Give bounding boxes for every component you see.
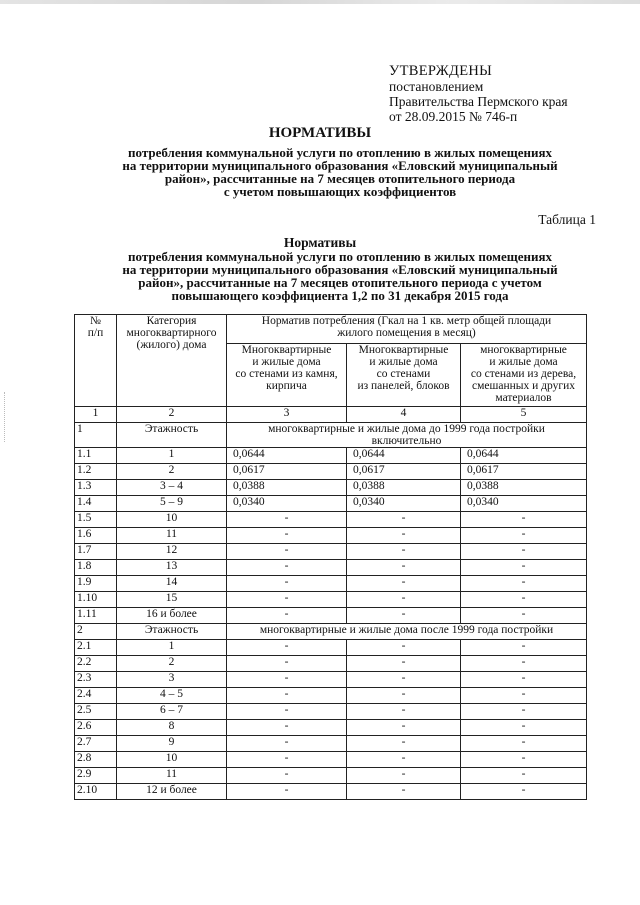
table-row (75, 448, 587, 464)
row-floors: 11 (117, 768, 227, 784)
row-wood: - (461, 736, 587, 752)
row-panel: - (347, 608, 461, 624)
row-wood: - (461, 608, 587, 624)
row-stone: - (227, 768, 347, 784)
row-floors: 12 (117, 544, 227, 560)
row-stone: 0,0644 (227, 448, 347, 464)
document-subtitle (80, 146, 600, 198)
table-row (75, 768, 587, 784)
table-subtitle-line: на территории муниципального образования «Еловский муниципальный (122, 262, 558, 277)
row-num: 1.9 (75, 576, 117, 592)
row-num: 2.6 (75, 720, 117, 736)
table-row (75, 752, 587, 768)
table-row (75, 544, 587, 560)
row-num: 2.2 (75, 656, 117, 672)
table-row (75, 496, 587, 512)
section-note: многоквартирные и жилые дома до 1999 года постройки включительно (227, 423, 587, 448)
row-floors: 2 (117, 464, 227, 480)
row-stone: - (227, 720, 347, 736)
table-subtitle-line: повышающего коэффициента 1,2 по 31 декабря 2015 года (171, 288, 509, 303)
row-num: 2.4 (75, 688, 117, 704)
row-panel: 0,0388 (347, 480, 461, 496)
row-stone: - (227, 688, 347, 704)
table-row (75, 688, 587, 704)
row-panel: - (347, 528, 461, 544)
row-stone: - (227, 752, 347, 768)
row-stone: - (227, 656, 347, 672)
subtitle-line: с учетом повышающих коэффициентов (223, 184, 457, 199)
norms-table-body (75, 315, 587, 800)
row-stone: - (227, 512, 347, 528)
index-cell: 5 (461, 407, 587, 423)
row-num: 1.1 (75, 448, 117, 464)
row-floors: 10 (117, 752, 227, 768)
section-category: Этажность (117, 423, 227, 448)
row-floors: 11 (117, 528, 227, 544)
row-panel: 0,0617 (347, 464, 461, 480)
row-wood: 0,0644 (461, 448, 587, 464)
row-stone: 0,0340 (227, 496, 347, 512)
row-num: 2.1 (75, 640, 117, 656)
table-row (75, 640, 587, 656)
table-row (75, 528, 587, 544)
table-row (75, 560, 587, 576)
row-floors: 9 (117, 736, 227, 752)
row-floors: 14 (117, 576, 227, 592)
section-row (75, 423, 587, 448)
row-wood: - (461, 688, 587, 704)
subtitle-line: район», рассчитанные на 7 месяцев отопительного периода (164, 171, 516, 186)
table-row (75, 656, 587, 672)
section-row (75, 624, 587, 640)
row-floors: 6 – 7 (117, 704, 227, 720)
row-wood: - (461, 512, 587, 528)
header-norm: Норматив потребления (Гкал на 1 кв. метр общей площади жилого помещения в месяц) (227, 315, 587, 344)
row-stone: - (227, 608, 347, 624)
row-floors: 1 (117, 448, 227, 464)
header-wood: многоквартирные и жилые дома со стенами из дерева, смешанных и других материалов (461, 344, 587, 407)
row-wood: - (461, 576, 587, 592)
row-stone: - (227, 576, 347, 592)
section-num: 2 (75, 624, 117, 640)
row-floors: 10 (117, 512, 227, 528)
row-wood: - (461, 672, 587, 688)
row-wood: - (461, 720, 587, 736)
row-wood: - (461, 544, 587, 560)
row-panel: - (347, 704, 461, 720)
table-row (75, 704, 587, 720)
row-wood: - (461, 640, 587, 656)
section-category: Этажность (117, 624, 227, 640)
row-stone: - (227, 672, 347, 688)
row-stone: 0,0617 (227, 464, 347, 480)
table-row (75, 512, 587, 528)
row-floors: 5 – 9 (117, 496, 227, 512)
table-subtitle-line: район», рассчитанные на 7 месяцев отопительного периода с учетом (138, 275, 542, 290)
row-panel: - (347, 784, 461, 800)
row-num: 1.10 (75, 592, 117, 608)
row-wood: - (461, 592, 587, 608)
row-wood: - (461, 784, 587, 800)
index-cell: 3 (227, 407, 347, 423)
row-floors: 3 (117, 672, 227, 688)
row-stone: - (227, 784, 347, 800)
row-floors: 8 (117, 720, 227, 736)
approval-heading: УТВЕРЖДЕНЫ (389, 63, 493, 79)
row-wood: 0,0617 (461, 464, 587, 480)
row-num: 2.5 (75, 704, 117, 720)
row-num: 2.8 (75, 752, 117, 768)
row-floors: 16 и более (117, 608, 227, 624)
index-cell: 2 (117, 407, 227, 423)
row-num: 2.10 (75, 784, 117, 800)
row-wood: - (461, 528, 587, 544)
row-floors: 3 – 4 (117, 480, 227, 496)
index-cell: 1 (75, 407, 117, 423)
row-panel: 0,0340 (347, 496, 461, 512)
table-row (75, 576, 587, 592)
row-wood: - (461, 752, 587, 768)
row-panel: 0,0644 (347, 448, 461, 464)
row-num: 1.8 (75, 560, 117, 576)
row-panel: - (347, 560, 461, 576)
section-note: многоквартирные и жилые дома после 1999 года постройки (227, 624, 587, 640)
row-wood: - (461, 704, 587, 720)
row-stone: - (227, 560, 347, 576)
row-num: 1.4 (75, 496, 117, 512)
row-panel: - (347, 736, 461, 752)
row-panel: - (347, 752, 461, 768)
table-row (75, 480, 587, 496)
approval-line: постановлением (389, 79, 484, 94)
row-panel: - (347, 720, 461, 736)
row-panel: - (347, 576, 461, 592)
row-wood: - (461, 656, 587, 672)
table-row (75, 736, 587, 752)
header-category: Категория многоквартирного (жилого) дома (117, 315, 227, 407)
row-num: 2.9 (75, 768, 117, 784)
row-stone: - (227, 640, 347, 656)
table-row (75, 592, 587, 608)
row-wood: 0,0340 (461, 496, 587, 512)
approval-date: от 28.09.2015 № 746-п (389, 109, 518, 124)
row-panel: - (347, 544, 461, 560)
row-panel: - (347, 512, 461, 528)
row-floors: 12 и более (117, 784, 227, 800)
table-subtitle (80, 250, 600, 302)
row-stone: - (227, 592, 347, 608)
row-stone: 0,0388 (227, 480, 347, 496)
row-num: 1.11 (75, 608, 117, 624)
row-num: 1.2 (75, 464, 117, 480)
table-subtitle-line: потребления коммунальной услуги по отоплению в жилых помещениях (128, 249, 552, 264)
row-floors: 15 (117, 592, 227, 608)
row-panel: - (347, 768, 461, 784)
row-wood: - (461, 768, 587, 784)
header-stone: Многоквартирные и жилые дома со стенами из камня, кирпича (227, 344, 347, 407)
row-panel: - (347, 688, 461, 704)
header-num: № п/п (75, 315, 117, 407)
scan-edge-artifact (0, 0, 640, 4)
row-floors: 4 – 5 (117, 688, 227, 704)
table-row (75, 672, 587, 688)
row-num: 2.7 (75, 736, 117, 752)
row-stone: - (227, 544, 347, 560)
table-row (75, 784, 587, 800)
index-cell: 4 (347, 407, 461, 423)
table-number: Таблица 1 (538, 212, 596, 227)
row-num: 1.3 (75, 480, 117, 496)
row-panel: - (347, 592, 461, 608)
row-floors: 13 (117, 560, 227, 576)
row-floors: 2 (117, 656, 227, 672)
row-panel: - (347, 656, 461, 672)
approval-line: Правительства Пермского края (389, 94, 568, 109)
section-num: 1 (75, 423, 117, 448)
row-num: 2.3 (75, 672, 117, 688)
row-wood: 0,0388 (461, 480, 587, 496)
table-row (75, 720, 587, 736)
table-title: Нормативы (283, 235, 357, 250)
row-stone: - (227, 704, 347, 720)
header-panel: Многоквартирные и жилые дома со стенами из панелей, блоков (347, 344, 461, 407)
row-stone: - (227, 736, 347, 752)
row-wood: - (461, 560, 587, 576)
row-num: 1.6 (75, 528, 117, 544)
subtitle-line: потребления коммунальной услуги по отоплению в жилых помещениях (128, 145, 552, 160)
norms-table (74, 314, 587, 800)
row-num: 1.5 (75, 512, 117, 528)
subtitle-line: на территории муниципального образования «Еловский муниципальный (122, 158, 558, 173)
approval-stamp (389, 64, 568, 124)
row-floors: 1 (117, 640, 227, 656)
table-index-row (75, 407, 587, 423)
row-panel: - (347, 672, 461, 688)
margin-scan-marks (4, 392, 9, 442)
table-row (75, 608, 587, 624)
table-header-row (75, 315, 587, 344)
row-stone: - (227, 528, 347, 544)
document-title: НОРМАТИВЫ (268, 125, 372, 141)
row-panel: - (347, 640, 461, 656)
table-row (75, 464, 587, 480)
row-num: 1.7 (75, 544, 117, 560)
